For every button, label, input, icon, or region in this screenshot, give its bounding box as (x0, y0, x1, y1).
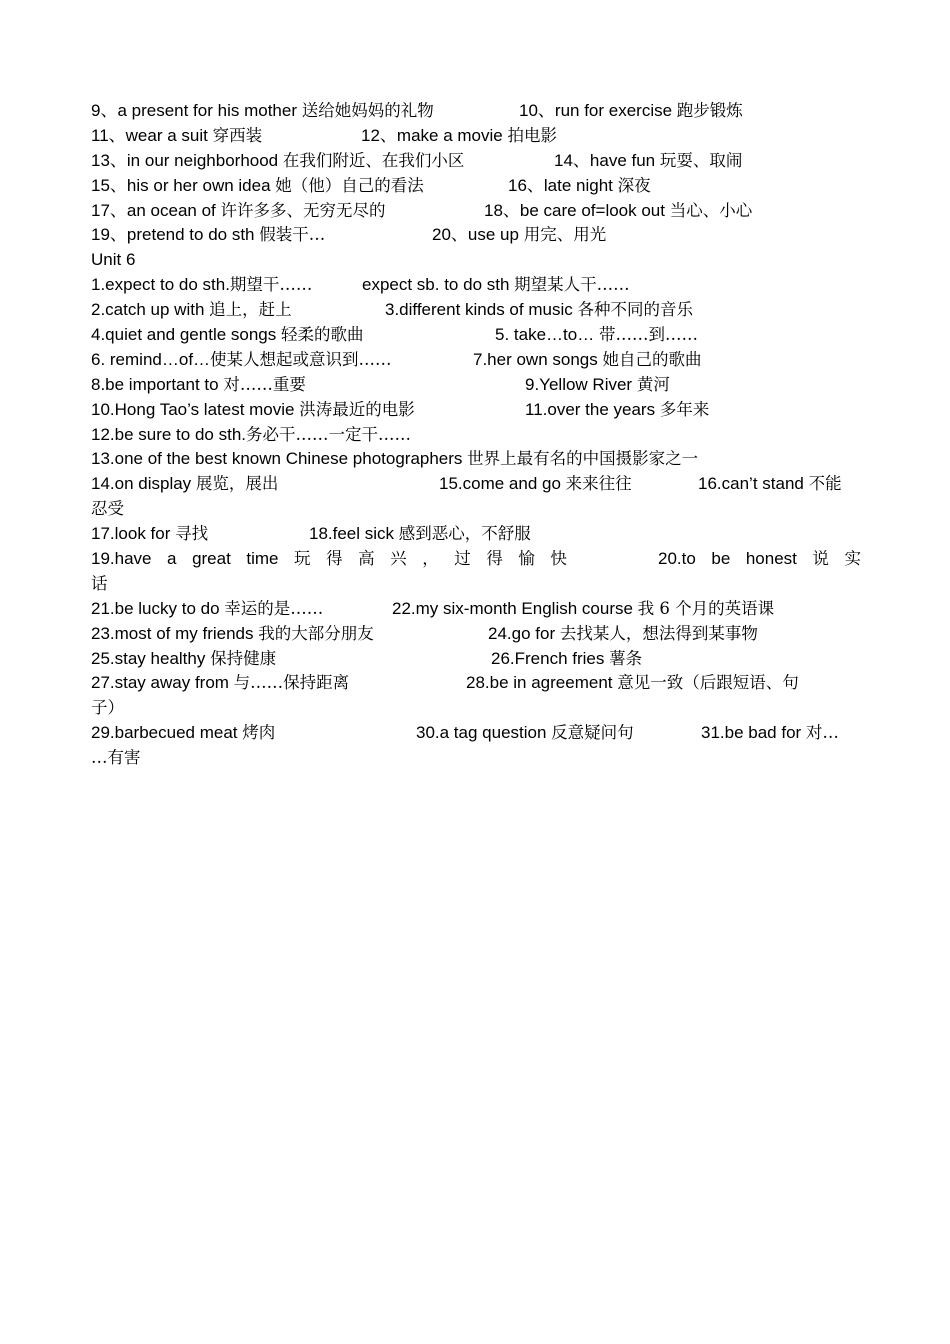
phrase-10 (519, 99, 743, 124)
phrase-zh: 寻找 (175, 524, 209, 544)
phrase-en: 18.feel sick (309, 524, 399, 544)
unit-line-20-cont (91, 572, 861, 597)
word: 实 (844, 549, 861, 569)
word: 兴 (390, 549, 407, 569)
phrase-zh: 用完、用光 (523, 225, 607, 245)
phrase-en: 16.can’t stand (698, 474, 809, 494)
phrase-26 (491, 647, 642, 672)
phrase-en: 7.her own songs (473, 349, 603, 369)
phrase-en: 14.on display (91, 474, 196, 494)
phrase-en: 12.be sure to do sth. (91, 424, 246, 444)
unit-line-29-31 (91, 721, 861, 746)
phrase-en: 23.most of my friends (91, 623, 259, 643)
phrase-zh: 许许多多、无穷无尽的 (220, 200, 386, 220)
word: 说 (812, 549, 829, 569)
unit-line-6-7 (91, 348, 861, 373)
phrase-zh: 意见一致（后跟短语、句 (617, 673, 799, 693)
phrase-en: 8.be important to (91, 374, 224, 394)
phrase-21 (91, 597, 323, 622)
spacer (582, 547, 642, 572)
phrase-en: 31.be bad for (701, 723, 806, 743)
phrase-11 (91, 124, 262, 149)
phrase-11 (525, 398, 709, 423)
word: 19.have (91, 549, 152, 569)
phrase-17 (91, 522, 208, 547)
phrase-13 (91, 149, 464, 174)
phrase-zh: 轻柔的歌曲 (280, 325, 364, 345)
phrase-continuation: …有害 (91, 748, 141, 768)
phrase-4 (91, 323, 363, 348)
phrase-zh: 我 6 个月的英语课 (637, 598, 775, 618)
phrase-25 (91, 647, 276, 672)
phrase-zh: 玩耍、取闹 (659, 150, 743, 170)
phrase-en: 6. remind…of… (91, 349, 211, 369)
phrase-zh: 洪涛最近的电影 (299, 399, 415, 419)
phrase-zh: 反意疑问句 (551, 723, 634, 743)
document-page (91, 99, 861, 771)
phrase-zh: 当心、小心 (669, 200, 753, 220)
phrase-9 (91, 99, 434, 124)
phrase-zh: 对……重要 (223, 374, 306, 394)
phrase-27 (91, 671, 349, 696)
phrase-zh: 黄河 (636, 374, 670, 394)
phrase-5 (495, 323, 698, 348)
phrase-en: 26.French fries (491, 648, 610, 668)
word: a (167, 549, 177, 569)
phrase-en: 20、use up (432, 225, 524, 245)
phrase-zh: 多年来 (659, 399, 710, 419)
phrase-19 (91, 223, 325, 248)
phrase-3 (385, 298, 693, 323)
phrase-22 (392, 597, 774, 622)
phrase-en: 9.Yellow River (525, 374, 637, 394)
unit-line-2-3 (91, 298, 861, 323)
word: 过 (454, 549, 471, 569)
unit-line-12 (91, 423, 861, 448)
phrase-7 (473, 348, 701, 373)
unit-line-28-cont (91, 696, 861, 721)
phrase-en: 17.look for (91, 524, 176, 544)
phrase-en: 25.stay healthy (91, 648, 211, 668)
phrase-en: 10、run for exercise (519, 101, 677, 120)
phrase-en: 4.quiet and gentle songs (91, 325, 281, 345)
unit-line-25-26 (91, 647, 861, 672)
phrase-17 (91, 199, 385, 224)
phrase-2 (91, 298, 292, 323)
phrase-zh: 深夜 (617, 175, 651, 195)
phrase-en: 19、pretend to do sth (91, 225, 260, 245)
phrase-en: 21.be lucky to do (91, 598, 225, 618)
unit-line-31-cont (91, 746, 861, 771)
justified-row (91, 547, 861, 572)
unit-line-4-5 (91, 323, 861, 348)
phrase-en: 13、in our neighborhood (91, 150, 283, 170)
phrase-zh: 期望某人干…… (514, 275, 630, 295)
unit-heading (91, 248, 861, 273)
phrase-zh: 送给她妈妈的礼物 (301, 101, 434, 120)
unit-line-17-18 (91, 522, 861, 547)
phrase-zh: 务必干……一定干…… (246, 424, 411, 444)
phrase-en: 13.one of the best known Chinese photographers (91, 449, 468, 469)
phrase-continuation: 子） (91, 698, 124, 718)
unit-line-16-cont (91, 497, 861, 522)
phrase-zh: 保持健康 (210, 648, 277, 668)
unit-line-8-9 (91, 373, 861, 398)
phrase-zh: 在我们附近、在我们小区 (282, 150, 465, 170)
phrase-zh: 拍电影 (507, 125, 557, 145)
unit-line-19-20 (91, 547, 861, 572)
unit-line-10-11 (91, 398, 861, 423)
phrase-zh: 假装干… (259, 225, 326, 245)
phrase-en: 9、a present for his mother (91, 101, 302, 120)
word: great (192, 549, 231, 569)
phrase-zh: 薯条 (609, 648, 643, 668)
word: 愉 (518, 549, 535, 569)
phrase-16 (698, 472, 842, 497)
vocab-line-17-18 (91, 199, 861, 224)
phrase-en: 15、his or her own idea (91, 175, 276, 195)
phrase-en: 17、an ocean of (91, 200, 221, 220)
phrase-zh: 去找某人，想法得到某事物 (559, 623, 758, 643)
phrase-24 (488, 622, 758, 647)
phrase-zh: 各种不同的音乐 (577, 300, 693, 320)
unit-line-21-22 (91, 597, 861, 622)
phrase-zh: 跑步锻炼 (676, 101, 743, 120)
phrase-15 (91, 174, 424, 199)
word: 快 (550, 549, 567, 569)
word: be (711, 549, 731, 569)
phrase-en: 28.be in agreement (466, 673, 618, 693)
phrase-continuation: 话 (91, 573, 108, 593)
phrase-en: 15.come and go (439, 474, 566, 494)
phrase-1b (362, 273, 630, 298)
phrase-en: 11.over the years (525, 399, 660, 419)
phrase-en: 14、have fun (554, 150, 660, 170)
phrase-20 (432, 223, 606, 248)
phrase-en: 2.catch up with (91, 300, 210, 320)
phrase-12 (91, 423, 411, 448)
phrase-en: 16、late night (508, 175, 618, 195)
phrase-en: 24.go for (488, 623, 560, 643)
phrase-15 (439, 472, 632, 497)
phrase-zh: 对… (805, 723, 839, 743)
phrase-zh: 幸运的是…… (224, 598, 324, 618)
phrase-28 (466, 671, 799, 696)
phrase-zh: 烤肉 (242, 723, 276, 743)
phrase-9 (525, 373, 670, 398)
unit-title: Unit 6 (91, 250, 136, 270)
phrase-13 (91, 447, 698, 472)
phrase-zh: 期望干…… (229, 275, 313, 295)
phrase-10 (91, 398, 415, 423)
phrase-en: 30.a tag question (416, 723, 552, 743)
phrase-en: 18、be care of=look out (484, 200, 670, 220)
phrase-zh: 展览，展出 (195, 474, 279, 494)
phrase-31 (701, 721, 839, 746)
phrase-en: 12、make a movie (361, 125, 508, 145)
phrase-zh: 不能 (808, 474, 842, 494)
unit-line-27-28 (91, 671, 861, 696)
phrase-en: 3.different kinds of music (385, 300, 578, 320)
phrase-29 (91, 721, 275, 746)
unit-line-14-16 (91, 472, 861, 497)
phrase-14 (91, 472, 278, 497)
phrase-en: 5. take…to… (495, 325, 599, 345)
phrase-zh: 她自己的歌曲 (602, 349, 702, 369)
phrase-zh: 来来往往 (565, 474, 632, 494)
word: 20.to (658, 549, 696, 569)
phrase-zh: 世界上最有名的中国摄影家之一 (467, 449, 699, 469)
phrase-en: 22.my six-month English course (392, 598, 638, 618)
phrase-zh: 我的大部分朋友 (258, 623, 374, 643)
phrase-zh: 感到恶心，不舒服 (398, 524, 531, 544)
word: honest (745, 549, 797, 569)
phrase-1 (91, 273, 312, 298)
phrase-en: 10.Hong Tao’s latest movie (91, 399, 300, 419)
phrase-en: expect sb. to do sth (362, 275, 515, 295)
unit-line-13 (91, 447, 861, 472)
vocab-line-19-20 (91, 223, 861, 248)
vocab-line-15-16 (91, 174, 861, 199)
phrase-en: 29.barbecued meat (91, 723, 243, 743)
phrase-23 (91, 622, 374, 647)
phrase-zh: 追上，赶上 (209, 300, 292, 320)
unit-line-1 (91, 273, 861, 298)
word: 高 (358, 549, 375, 569)
word: time (246, 549, 279, 569)
vocab-line-9-10 (91, 99, 861, 124)
phrase-zh: 带……到…… (598, 325, 698, 345)
phrase-zh: 穿西装 (212, 125, 263, 145)
word: 得 (486, 549, 503, 569)
phrase-30 (416, 721, 634, 746)
vocab-line-13-14 (91, 149, 861, 174)
phrase-zh: 她（他）自己的看法 (275, 175, 424, 195)
phrase-zh: 与……保持距离 (233, 673, 350, 693)
phrase-6 (91, 348, 392, 373)
phrase-continuation: 忍受 (91, 499, 124, 519)
phrase-zh: 使某人想起或意识到…… (210, 349, 392, 369)
word: ， (422, 549, 439, 569)
phrase-18 (309, 522, 531, 547)
phrase-en: 11、wear a suit (91, 125, 213, 145)
phrase-18 (484, 199, 752, 224)
phrase-en: 1.expect to do sth. (91, 275, 230, 295)
phrase-12 (361, 124, 557, 149)
phrase-8 (91, 373, 306, 398)
phrase-16 (508, 174, 651, 199)
phrase-en: 27.stay away from (91, 673, 234, 693)
unit-line-23-24 (91, 622, 861, 647)
vocab-line-11-12 (91, 124, 861, 149)
word: 得 (326, 549, 343, 569)
phrase-14 (554, 149, 742, 174)
word: 玩 (294, 549, 311, 569)
